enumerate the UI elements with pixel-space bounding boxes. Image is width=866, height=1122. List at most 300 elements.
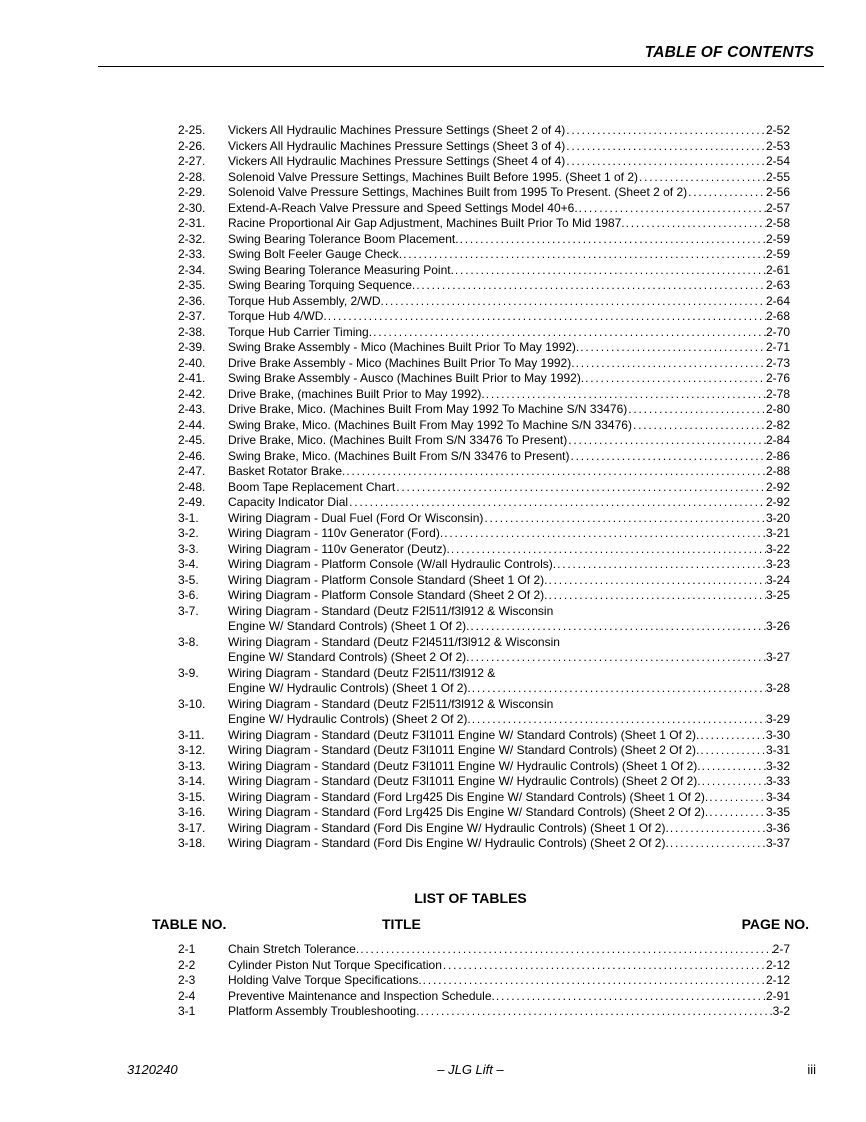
- dot-leader: [708, 790, 766, 806]
- list-of-tables-heading: LIST OF TABLES: [414, 890, 527, 906]
- entry-title: Swing Bolt Feeler Gauge Check.: [228, 247, 403, 261]
- entry-number: 3-17.: [178, 820, 206, 835]
- dot-leader: [384, 294, 766, 310]
- entry-line: [178, 942, 790, 958]
- entry-title: Drive Brake Assembly - Mico (Machines Built Prior To May 1992).: [228, 355, 575, 370]
- dot-leader: [575, 356, 766, 372]
- dot-leader: [419, 1004, 772, 1020]
- entry-title: Vickers All Hydraulic Machines Pressure Settings (Sheet 4 of 4): [228, 154, 566, 168]
- page-header-title: TABLE OF CONTENTS: [644, 44, 814, 61]
- footer-doc-number: 3120240: [127, 1062, 178, 1077]
- dot-leader: [687, 185, 766, 201]
- dot-leader: [443, 526, 766, 542]
- entry-line: [178, 542, 790, 558]
- dot-leader: [632, 418, 766, 434]
- entry-page: 2-73: [765, 355, 790, 370]
- entry-page: 3-24: [765, 572, 790, 587]
- entry-number: 2-27.: [178, 154, 206, 168]
- entry-page: 2-78: [765, 386, 790, 401]
- entry-title: Torque Hub 4/WD.: [228, 309, 327, 323]
- entry-line: [178, 418, 790, 434]
- entry-title: Holding Valve Torque Specifications.: [228, 973, 422, 987]
- entry-title: Drive Brake, (machines Built Prior to May 1992).: [228, 386, 485, 401]
- entry-number: 3-7.: [178, 603, 199, 618]
- entry-title: Wiring Diagram - Standard (Deutz F2l511/f3l912 &: [228, 665, 496, 680]
- entry-number: 3-10.: [178, 696, 206, 711]
- entry-line: [178, 433, 790, 449]
- entry-title: Swing Bearing Torquing Sequence.: [228, 278, 416, 292]
- entry-number: 2-4: [178, 988, 196, 1003]
- entry-title: Wiring Diagram - Standard (Deutz F3l1011 Engine W/ Hydraulic Controls) (Sheet 2 Of 2).: [228, 774, 701, 788]
- entry-title: Wiring Diagram - Standard (Deutz F3l1011 Engine W/ Standard Controls) (Sheet 2 Of 2).: [228, 743, 700, 757]
- entry-page: 2-54: [765, 154, 790, 168]
- dot-leader: [469, 619, 766, 635]
- entry-page: 2-88: [765, 464, 790, 478]
- entry-line: [178, 759, 790, 775]
- entry-number: 2-48.: [178, 479, 206, 494]
- entry-page: 2-91: [765, 988, 790, 1003]
- entry-line: [178, 666, 790, 682]
- entry-number: 3-18.: [178, 836, 206, 850]
- header-rule: [98, 66, 824, 67]
- toc-entry: [178, 836, 790, 852]
- toc-entry: [178, 170, 790, 186]
- entry-number: 3-6.: [178, 588, 199, 602]
- entry-title: Swing Brake, Mico. (Machines Built From May 1992 To Machine S/N 33476): [228, 417, 632, 432]
- entry-line: [178, 790, 790, 806]
- figure-list: [178, 123, 790, 852]
- entry-title: Swing Bearing Tolerance Measuring Point.: [228, 262, 454, 277]
- entry-line: [178, 697, 790, 713]
- entry-number: 2-29.: [178, 185, 206, 199]
- entry-line: [178, 154, 790, 170]
- entry-page: 2-92: [765, 479, 790, 494]
- entry-page: 3-34: [765, 789, 790, 804]
- entry-title: Torque Hub Assembly, 2/WD.: [228, 293, 384, 308]
- entry-page: 2-59: [765, 247, 790, 261]
- dot-leader: [454, 263, 766, 279]
- toc-entry: [178, 154, 790, 170]
- entry-line: [178, 774, 790, 790]
- toc-entry: [178, 666, 790, 697]
- entry-title: Platform Assembly Troubleshooting.: [228, 1004, 420, 1018]
- entry-title: Boom Tape Replacement Chart: [228, 479, 396, 494]
- entry-line: [178, 247, 790, 263]
- dot-leader: [471, 681, 766, 697]
- entry-number: 3-1.: [178, 510, 199, 525]
- dot-leader: [547, 588, 766, 604]
- entry-line: [178, 170, 790, 186]
- entry-line: [178, 480, 790, 496]
- dot-leader: [372, 325, 766, 341]
- dot-leader: [625, 216, 766, 232]
- entry-number: 2-36.: [178, 293, 206, 308]
- toc-entry: [178, 464, 790, 480]
- entry-number: 3-8.: [178, 634, 199, 649]
- entry-line: [178, 263, 790, 279]
- entry-title: Wiring Diagram - Standard (Ford Dis Engine W/ Hydraulic Controls) (Sheet 2 Of 2).: [228, 836, 669, 850]
- entry-line: [178, 294, 790, 310]
- toc-entry: [178, 635, 790, 666]
- entry-number: 2-38.: [178, 324, 206, 339]
- entry-title: Wiring Diagram - Standard (Deutz F3l1011 Engine W/ Hydraulic Controls) (Sheet 1 Of 2).: [228, 758, 701, 773]
- footer-page-number: iii: [807, 1062, 816, 1077]
- dot-leader: [565, 154, 766, 170]
- table-entry: [178, 942, 790, 958]
- entry-number: 3-16.: [178, 805, 206, 819]
- column-header-page-no: PAGE NO.: [741, 916, 809, 932]
- entry-line: [178, 232, 790, 248]
- entry-title: Vickers All Hydraulic Machines Pressure Settings (Sheet 3 of 4): [228, 138, 566, 153]
- entry-title: Wiring Diagram - 110v Generator (Ford).: [228, 526, 444, 540]
- table-entry: [178, 1004, 790, 1020]
- dot-leader: [699, 743, 766, 759]
- dot-leader: [495, 989, 766, 1005]
- entry-title: Engine W/ Hydraulic Controls) (Sheet 2 Of 2).: [228, 712, 471, 726]
- entry-page: 2-55: [765, 169, 790, 184]
- entry-page: 2-70: [765, 324, 790, 339]
- dot-leader: [485, 387, 766, 403]
- entry-title: Wiring Diagram - Standard (Deutz F3l1011 Engine W/ Standard Controls) (Sheet 1 Of 2).: [228, 727, 700, 742]
- entry-page: 3-27: [765, 650, 790, 664]
- dot-leader: [556, 557, 766, 573]
- dot-leader: [450, 542, 766, 558]
- entry-number: 3-3.: [178, 541, 199, 556]
- toc-entry: [178, 728, 790, 744]
- entry-title: Wiring Diagram - Dual Fuel (Ford Or Wisconsin): [228, 510, 484, 525]
- toc-entry: [178, 418, 790, 434]
- entry-title: Swing Brake Assembly - Mico (Machines Built Prior To May 1992).: [228, 340, 580, 354]
- dot-leader: [699, 728, 766, 744]
- dot-leader: [565, 123, 766, 139]
- dot-leader: [402, 247, 766, 263]
- entry-line: [178, 728, 790, 744]
- table-entry: [178, 989, 790, 1005]
- entry-page: 3-25: [765, 588, 790, 602]
- entry-page: 2-86: [765, 448, 790, 463]
- toc-entry: [178, 247, 790, 263]
- entry-page: 2-57: [765, 200, 790, 215]
- dot-leader: [442, 958, 766, 974]
- entry-number: 3-15.: [178, 789, 206, 804]
- toc-entry: [178, 139, 790, 155]
- entry-line: [178, 464, 790, 480]
- entry-page: 3-21: [765, 526, 790, 540]
- entry-title: Swing Bearing Tolerance Boom Placement.: [228, 231, 459, 246]
- entry-number: 3-13.: [178, 758, 206, 773]
- entry-page: 2-76: [765, 371, 790, 385]
- entry-number: 3-1: [178, 1004, 196, 1018]
- toc-entry: [178, 263, 790, 279]
- entry-page: 3-22: [765, 541, 790, 556]
- dot-leader: [708, 805, 766, 821]
- entry-page: 3-37: [765, 836, 790, 850]
- entry-line: [178, 511, 790, 527]
- dot-leader: [579, 340, 766, 356]
- entry-number: 2-49.: [178, 495, 206, 509]
- entry-title: Swing Brake Assembly - Ausco (Machines Built Prior to May 1992).: [228, 371, 585, 385]
- entry-page: 3-31: [765, 743, 790, 757]
- dot-leader: [669, 821, 766, 837]
- entry-page: 3-2: [772, 1004, 790, 1018]
- toc-entry: [178, 449, 790, 465]
- toc-entry: [178, 294, 790, 310]
- entry-title: Wiring Diagram - Standard (Deutz F2l4511/f3l912 & Wisconsin: [228, 634, 560, 649]
- entry-title: Extend-A-Reach Valve Pressure and Speed Settings Model 40+6.: [228, 200, 578, 215]
- entry-line: [178, 635, 790, 651]
- entry-number: 2-37.: [178, 309, 206, 323]
- entry-title: Wiring Diagram - Standard (Ford Dis Engine W/ Hydraulic Controls) (Sheet 1 Of 2).: [228, 820, 669, 835]
- entry-number: 2-42.: [178, 386, 206, 401]
- entry-title: Solenoid Valve Pressure Settings, Machines Built from 1995 To Present. (Sheet 2 of 2): [228, 185, 688, 199]
- dot-leader: [669, 836, 766, 852]
- entry-line: [178, 712, 790, 728]
- entry-title: Wiring Diagram - Platform Console Standard (Sheet 2 Of 2).: [228, 588, 548, 602]
- entry-title: Swing Brake, Mico. (Machines Built From S/N 33476 to Present): [228, 448, 570, 463]
- entry-number: 2-33.: [178, 247, 206, 261]
- dot-leader: [547, 573, 766, 589]
- entry-title: Preventive Maintenance and Inspection Schedule.: [228, 988, 495, 1003]
- entry-line: [178, 309, 790, 325]
- entry-page: 2-7: [772, 942, 790, 956]
- entry-title: Wiring Diagram - Standard (Ford Lrg425 Dis Engine W/ Standard Controls) (Sheet 2 Of 2).: [228, 805, 709, 819]
- entry-page: 3-32: [765, 758, 790, 773]
- toc-entry: [178, 309, 790, 325]
- entry-page: 3-28: [765, 681, 790, 695]
- entry-number: 3-9.: [178, 665, 199, 680]
- toc-entry: [178, 774, 790, 790]
- dot-leader: [627, 402, 766, 418]
- entry-number: 2-30.: [178, 200, 206, 215]
- entry-line: [178, 1004, 790, 1020]
- entry-number: 3-12.: [178, 743, 206, 757]
- entry-line: [178, 573, 790, 589]
- entry-page: 2-58: [765, 216, 790, 230]
- dot-leader: [565, 139, 766, 155]
- toc-entry: [178, 371, 790, 387]
- entry-page: 2-80: [765, 402, 790, 416]
- entry-line: [178, 989, 790, 1005]
- toc-entry: [178, 743, 790, 759]
- entry-number: 3-2.: [178, 526, 199, 540]
- entry-title: Drive Brake, Mico. (Machines Built From S/N 33476 To Present): [228, 433, 568, 447]
- entry-page: 3-30: [765, 727, 790, 742]
- toc-entry: [178, 588, 790, 604]
- entry-title: Wiring Diagram - Standard (Deutz F2l511/f3l912 & Wisconsin: [228, 696, 554, 711]
- entry-page: 2-12: [765, 957, 790, 972]
- toc-entry: [178, 201, 790, 217]
- entry-line: [178, 216, 790, 232]
- entry-line: [178, 495, 790, 511]
- entry-number: 2-39.: [178, 340, 206, 354]
- dot-leader: [483, 511, 766, 527]
- entry-line: [178, 356, 790, 372]
- dot-leader: [359, 942, 772, 958]
- column-header-table-no: TABLE NO.: [152, 916, 227, 932]
- entry-number: 3-11.: [178, 727, 205, 742]
- toc-entry: [178, 557, 790, 573]
- table-list: [178, 942, 790, 1020]
- entry-line: [178, 123, 790, 139]
- entry-number: 2-40.: [178, 355, 206, 370]
- entry-title: Vickers All Hydraulic Machines Pressure Settings (Sheet 2 of 4): [228, 123, 566, 137]
- toc-entry: [178, 526, 790, 542]
- table-entry: [178, 958, 790, 974]
- entry-title: Drive Brake, Mico. (Machines Built From May 1992 To Machine S/N 33476): [228, 402, 628, 416]
- dot-leader: [471, 712, 766, 728]
- entry-line: [178, 139, 790, 155]
- toc-entry: [178, 511, 790, 527]
- entry-page: 2-53: [765, 138, 790, 153]
- dot-leader: [327, 309, 766, 325]
- entry-line: [178, 526, 790, 542]
- entry-line: [178, 278, 790, 294]
- dot-leader: [701, 759, 766, 775]
- entry-number: 2-43.: [178, 402, 206, 416]
- entry-page: 3-35: [765, 805, 790, 819]
- entry-title: Wiring Diagram - Standard (Deutz F2l511/f3l912 & Wisconsin: [228, 603, 554, 618]
- entry-number: 3-14.: [178, 774, 206, 788]
- entry-page: 3-26: [765, 619, 790, 633]
- toc-entry: [178, 402, 790, 418]
- toc-entry: [178, 340, 790, 356]
- toc-entry: [178, 821, 790, 837]
- entry-line: [178, 201, 790, 217]
- entry-number: 2-3: [178, 973, 196, 987]
- entry-title: Basket Rotator Brake.: [228, 464, 346, 478]
- entry-page: 2-71: [765, 340, 790, 354]
- entry-title: Wiring Diagram - 110v Generator (Deutz).: [228, 541, 450, 556]
- toc-entry: [178, 123, 790, 139]
- entry-page: 3-23: [765, 557, 790, 571]
- dot-leader: [459, 232, 766, 248]
- column-header-title: TITLE: [382, 916, 421, 932]
- dot-leader: [422, 973, 766, 989]
- entry-title: Torque Hub Carrier Timing.: [228, 324, 373, 339]
- entry-number: 2-26.: [178, 138, 206, 153]
- entry-page: 2-63: [765, 278, 790, 292]
- entry-line: [178, 588, 790, 604]
- entry-title: Wiring Diagram - Platform Console Standard (Sheet 1 Of 2).: [228, 572, 548, 587]
- toc-entry: [178, 573, 790, 589]
- toc-entry: [178, 759, 790, 775]
- toc-entry: [178, 790, 790, 806]
- entry-line: [178, 650, 790, 666]
- toc-entry: [178, 278, 790, 294]
- entry-page: 2-52: [765, 123, 790, 137]
- entry-number: 2-41.: [178, 371, 206, 385]
- entry-title: Solenoid Valve Pressure Settings, Machines Built Before 1995. (Sheet 1 of 2): [228, 169, 639, 184]
- entry-number: 2-34.: [178, 262, 206, 277]
- entry-page: 2-64: [765, 293, 790, 308]
- entry-number: 2-2: [178, 957, 196, 972]
- entry-line: [178, 402, 790, 418]
- entry-title: Racine Proportional Air Gap Adjustment, Machines Built Prior To Mid 1987.: [228, 216, 625, 230]
- toc-entry: [178, 697, 790, 728]
- entry-title: Capacity Indicator Dial: [228, 495, 349, 509]
- entry-line: [178, 958, 790, 974]
- entry-number: 2-25.: [178, 123, 206, 137]
- dot-leader: [348, 495, 766, 511]
- entry-page: 3-36: [765, 820, 790, 835]
- entry-page: 2-59: [765, 231, 790, 246]
- entry-number: 2-1: [178, 942, 196, 956]
- dot-leader: [584, 371, 766, 387]
- entry-page: 3-29: [765, 712, 790, 726]
- entry-title: Engine W/ Standard Controls) (Sheet 2 Of 2).: [228, 650, 470, 664]
- toc-entry: [178, 325, 790, 341]
- entry-title: Cylinder Piston Nut Torque Specification: [228, 957, 442, 972]
- toc-entry: [178, 232, 790, 248]
- entry-line: [178, 619, 790, 635]
- entry-page: 2-61: [765, 262, 790, 277]
- toc-entry: [178, 433, 790, 449]
- entry-page: 2-84: [765, 433, 790, 447]
- entry-line: [178, 604, 790, 620]
- toc-entry: [178, 387, 790, 403]
- table-entry: [178, 973, 790, 989]
- entry-line: [178, 185, 790, 201]
- toc-entry: [178, 216, 790, 232]
- entry-number: 2-47.: [178, 464, 206, 478]
- entry-line: [178, 973, 790, 989]
- dot-leader: [415, 278, 766, 294]
- entry-page: 2-68: [765, 309, 790, 323]
- dot-leader: [578, 201, 766, 217]
- toc-entry: [178, 542, 790, 558]
- entry-title: Engine W/ Hydraulic Controls) (Sheet 1 Of 2).: [228, 681, 471, 695]
- entry-number: 3-4.: [178, 557, 199, 571]
- entry-page: 2-56: [765, 185, 790, 199]
- footer-brand: – JLG Lift –: [437, 1062, 504, 1077]
- entry-number: 2-28.: [178, 169, 206, 184]
- entry-title: Wiring Diagram - Platform Console (W/all Hydraulic Controls).: [228, 557, 557, 571]
- dot-leader: [701, 774, 766, 790]
- entry-number: 2-35.: [178, 278, 206, 292]
- toc-entry: [178, 185, 790, 201]
- entry-line: [178, 836, 790, 852]
- entry-number: 2-31.: [178, 216, 206, 230]
- entry-line: [178, 681, 790, 697]
- entry-line: [178, 743, 790, 759]
- entry-line: [178, 805, 790, 821]
- entry-page: 3-20: [765, 510, 790, 525]
- dot-leader: [567, 433, 766, 449]
- entry-number: 2-46.: [178, 448, 206, 463]
- entry-number: 2-44.: [178, 417, 206, 432]
- dot-leader: [345, 464, 766, 480]
- entry-page: 2-12: [765, 973, 790, 987]
- toc-entry: [178, 480, 790, 496]
- entry-number: 2-32.: [178, 231, 206, 246]
- entry-line: [178, 371, 790, 387]
- entry-line: [178, 821, 790, 837]
- entry-page: 2-82: [765, 417, 790, 432]
- dot-leader: [638, 170, 766, 186]
- entry-number: 3-5.: [178, 572, 199, 587]
- entry-page: 2-92: [765, 495, 790, 509]
- entry-line: [178, 449, 790, 465]
- toc-entry: [178, 604, 790, 635]
- dot-leader: [395, 480, 766, 496]
- toc-entry: [178, 805, 790, 821]
- entry-page: 3-33: [765, 774, 790, 788]
- entry-title: Engine W/ Standard Controls) (Sheet 1 Of 2).: [228, 619, 470, 633]
- toc-entry: [178, 356, 790, 372]
- dot-leader: [469, 650, 766, 666]
- entry-line: [178, 325, 790, 341]
- entry-line: [178, 557, 790, 573]
